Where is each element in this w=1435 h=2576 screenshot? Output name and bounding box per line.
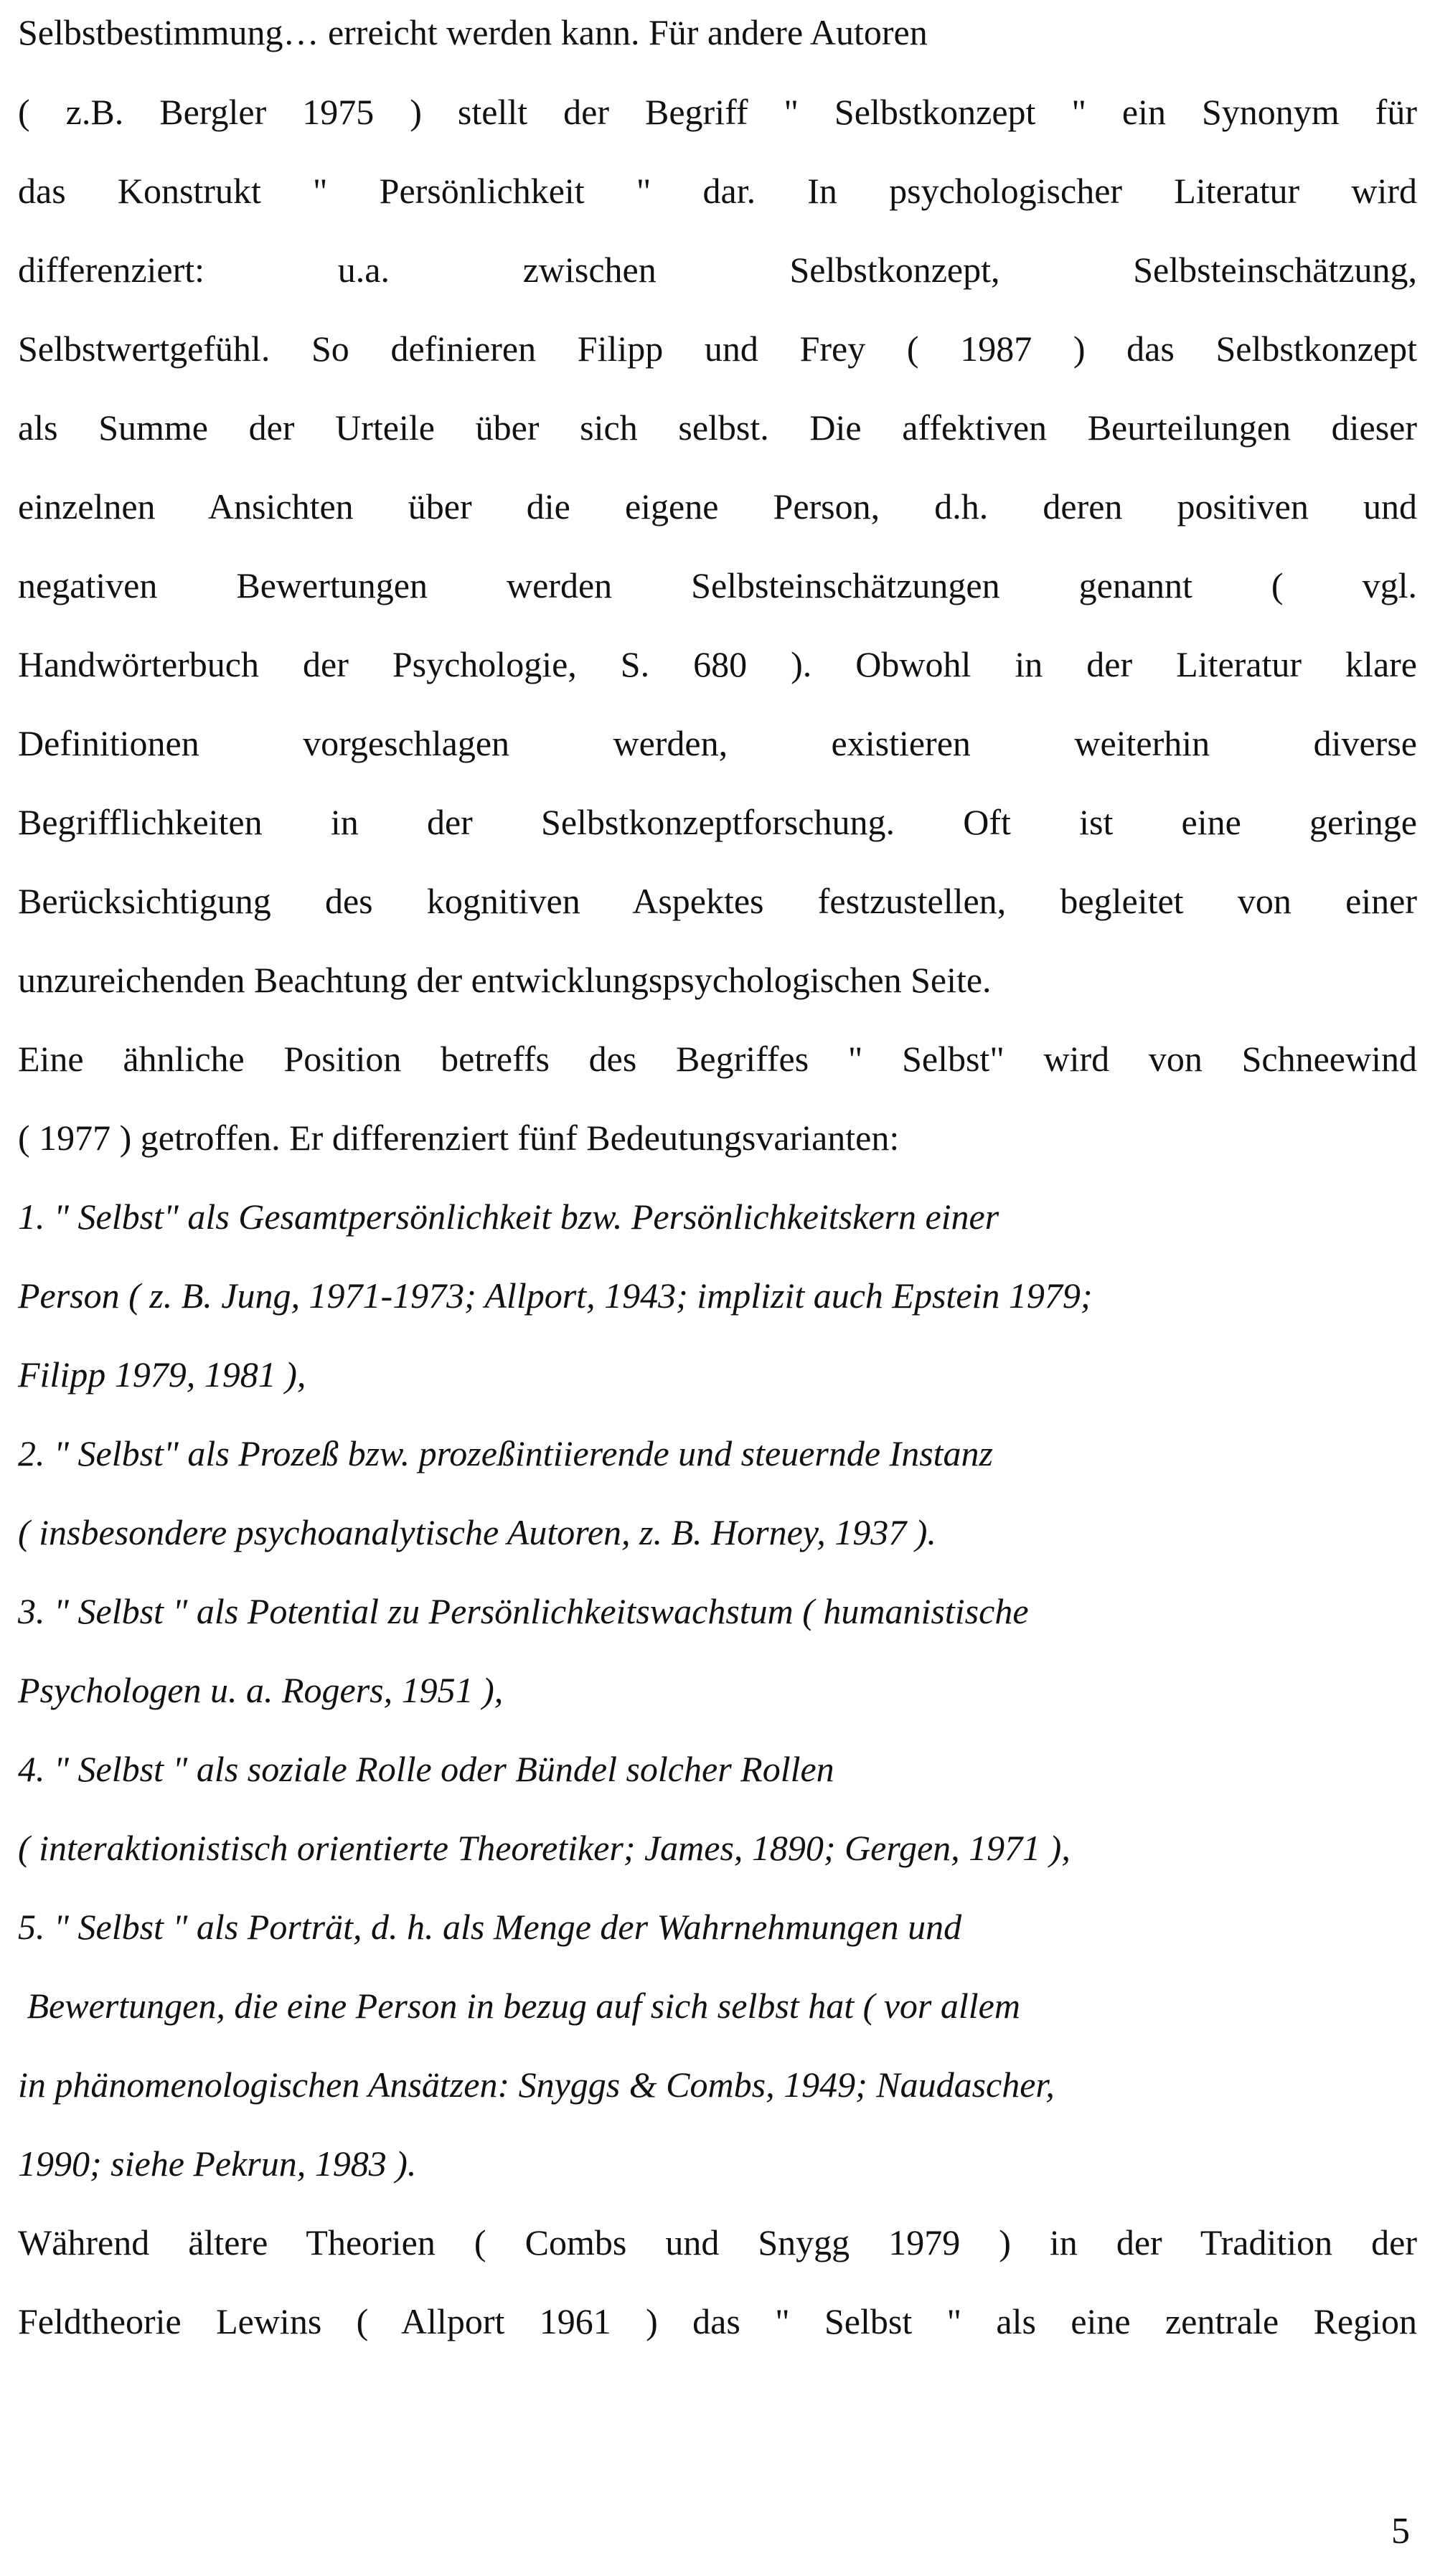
list-item-4-line-2: ( interaktionistisch orientierte Theoretiker; James, 1890; Gergen, 1971 ), (18, 1828, 1071, 1868)
text-line-13: unzureichenden Beachtung der entwicklungspsychologischen Seite. (18, 960, 992, 1000)
text-line-7: einzelnen Ansichten über die eigene Person, d.h. deren positiven und (18, 486, 1417, 527)
list-item-1-line-2: Person ( z. B. Jung, 1971-1973; Allport, 1943; implizit auch Epstein 1979; (18, 1275, 1093, 1316)
text-line-5: Selbstwertgefühl. So definieren Filipp und Frey ( 1987 ) das Selbstkonzept (18, 329, 1417, 369)
text-line-8: negativen Bewertungen werden Selbsteinschätzungen genannt ( vgl. (18, 565, 1417, 605)
text-line-final-1: Während ältere Theorien ( Combs und Snygg 1979 ) in der Tradition der (18, 2222, 1417, 2263)
text-line-9: Handwörterbuch der Psychologie, S. 680 ). Obwohl in der Literatur klare (18, 644, 1417, 684)
list-item-5-line-3: in phänomenologischen Ansätzen: Snyggs & Combs, 1949; Naudascher, (18, 2065, 1055, 2105)
text-line-3: das Konstrukt " Persönlichkeit " dar. In psychologischer Literatur wird (18, 171, 1417, 211)
text-line-10: Definitionen vorgeschlagen werden, existieren weiterhin diverse (18, 723, 1417, 763)
text-line-1: Selbstbestimmung… erreicht werden kann. Für andere Autoren (18, 12, 928, 52)
list-item-2-line-1: 2. " Selbst" als Prozeß bzw. prozeßintiierende und steuernde Instanz (18, 1433, 994, 1473)
list-item-2-line-2: ( insbesondere psychoanalytische Autoren, z. B. Horney, 1937 ). (18, 1512, 936, 1552)
text-line-6: als Summe der Urteile über sich selbst. Die affektiven Beurteilungen dieser (18, 407, 1417, 448)
list-item-4-line-1: 4. " Selbst " als soziale Rolle oder Bündel solcher Rollen (18, 1749, 834, 1789)
list-item-3-line-1: 3. " Selbst " als Potential zu Persönlichkeitswachstum ( humanistische (18, 1591, 1029, 1631)
page-number: 5 (1391, 2511, 1410, 2552)
text-line-final-2: Feldtheorie Lewins ( Allport 1961 ) das " Selbst " als eine zentrale Region (18, 2301, 1417, 2341)
list-item-3-line-2: Psychologen u. a. Rogers, 1951 ), (18, 1670, 504, 1710)
list-item-1-line-3: Filipp 1979, 1981 ), (18, 1354, 306, 1395)
text-line-14: Eine ähnliche Position betreffs des Begriffes " Selbst" wird von Schneewind (18, 1039, 1417, 1079)
text-line-15: ( 1977 ) getroffen. Er differenziert fünf Bedeutungsvarianten: (18, 1118, 900, 1158)
text-line-2: ( z.B. Bergler 1975 ) stellt der Begriff " Selbstkonzept " ein Synonym für (18, 92, 1417, 132)
text-line-4: differenziert: u.a. zwischen Selbstkonzept, Selbsteinschätzung, (18, 250, 1417, 290)
text-line-12: Berücksichtigung des kognitiven Aspektes festzustellen, begleitet von einer (18, 881, 1417, 921)
list-item-5-line-2: Bewertungen, die eine Person in bezug auf sich selbst hat ( vor allem (18, 1986, 1020, 2026)
list-item-5-line-4: 1990; siehe Pekrun, 1983 ). (18, 2143, 417, 2184)
text-line-11: Begrifflichkeiten in der Selbstkonzeptforschung. Oft ist eine geringe (18, 802, 1417, 842)
list-item-5-line-1: 5. " Selbst " als Porträt, d. h. als Menge der Wahrnehmungen und (18, 1907, 962, 1947)
list-item-1-line-1: 1. " Selbst" als Gesamtpersönlichkeit bzw. Persönlichkeitskern einer (18, 1197, 999, 1237)
